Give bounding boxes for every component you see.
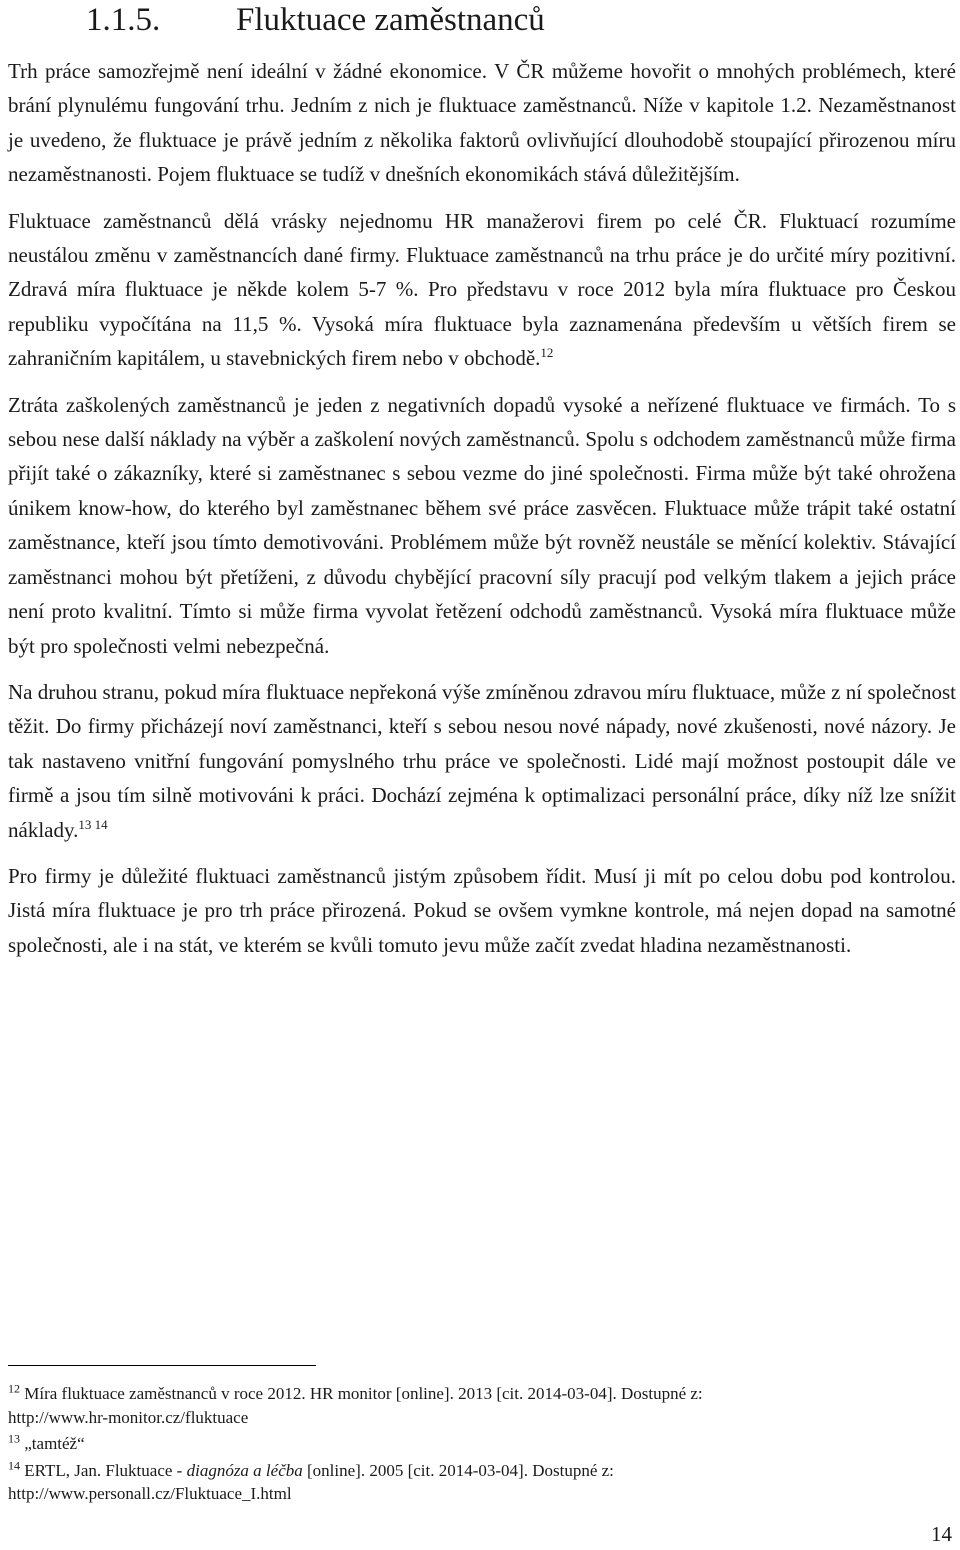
paragraph-text: Na druhou stranu, pokud míra fluktuace nepřekoná výše zmíněnou zdravou míru fluktuace, může z ní společnost těžit. Do firmy přicházejí noví zaměstnanci, kteří s sebou nesou nové nápady, nové zkušenosti, nové názory. Je tak nastaveno vnitřní fungování pomyslného trhu práce ve společnosti. Lidé mají možnost postoupit dále ve firmě a jsou tím silně motivováni k práci. Dochází zejména k optimalizaci personální práce, díky níž lze snížit náklady. xyxy=(8,679,956,842)
page-number: 14 xyxy=(931,1522,952,1546)
footnote-link[interactable]: http://www.hr-monitor.cz/fluktuace xyxy=(8,1407,249,1427)
paragraph-text: Trh práce samozřejmě není ideální v žádné ekonomice. V ČR můžeme hovořit o mnohých problémech, které brání plynulému fungování trhu. Jedním z nich je fluktuace zaměstnanců. Níže v kapitole 1.2. Nezaměstnanost je uvedeno, že fluktuace je právě jedním z několika faktorů ovlivňující dlouhodobě stoupající přirozenou míru nezaměstnanosti. Pojem fluktuace se tudíž v dnešních ekonomikách stává důležitějším. xyxy=(8,59,956,187)
footnote-ref[interactable]: 13 14 xyxy=(78,816,108,832)
section-heading xyxy=(86,0,545,40)
paragraph xyxy=(8,388,956,663)
footnote-title-italic: diagnóza a léčba xyxy=(186,1460,303,1480)
footnote-number: 13 xyxy=(8,1431,20,1446)
body-text xyxy=(8,54,956,974)
paragraph-text: Fluktuace zaměstnanců dělá vrásky nejednomu HR manažerovi firem po celé ČR. Fluktuací rozumíme neustálou změnu v zaměstnancích dané firmy. Fluktuace zaměstnanců na trhu práce je do určité míry pozitivní. Zdravá míra fluktuace je někde kolem 5-7 %. Pro představu v roce 2012 byla míra fluktuace pro Českou republiku vypočítána na 11,5 %. Vysoká míra fluktuace byla zaznamenána především u větších firem se zahraničním kapitálem, u stavebnických firem nebo v obchodě. xyxy=(8,208,956,371)
paragraph-text: Pro firmy je důležité fluktuaci zaměstnanců jistým způsobem řídit. Musí ji mít po celou dobu pod kontrolou. Jistá míra fluktuace je pro trh práce přirozená. Pokud se ovšem vymkne kontrole, má nejen dopad na samotné společnosti, ale i na stát, ve kterém se kvůli tomuto jevu může začít zvedat hladina nezaměstnanosti. xyxy=(8,863,956,957)
footnote-link[interactable]: http://www.personall.cz/Fluktuace_I.html xyxy=(8,1484,292,1503)
footnote-14 xyxy=(8,1459,956,1506)
section-title: Fluktuace zaměstnanců xyxy=(236,2,545,38)
footnote-text: ERTL, Jan. Fluktuace - xyxy=(24,1460,187,1480)
footnote-number: 12 xyxy=(8,1381,20,1396)
footnote-13 xyxy=(8,1432,956,1456)
paragraph-text: Ztráta zaškolených zaměstnanců je jeden z negativních dopadů vysoké a neřízené fluktuace ve firmách. To s sebou nese další náklady na výběr a zaškolení nových zaměstnanců. Spolu s odchodem zaměstnanců může firma přijít také o zákazníky, které si zaměstnanec s sebou vezme do jiné společnosti. Firma může být také ohrožena únikem know-how, do kterého byl zaměstnanec během své práce zasvěcen. Fluktuace může trápit také ostatní zaměstnance, kteří jsou tímto demotivováni. Problémem může být rovněž neustále se měnící kolektiv. Stávající zaměstnanci mohou být přetíženi, z důvodu chybějící pracovní síly pracují pod velkým tlakem a jejich práce není proto kvalitní. Tímto si může firma vyvolat řetězení odchodů zaměstnanců. Vysoká míra fluktuace může být pro společnosti velmi nebezpečná. xyxy=(8,392,956,658)
footnote-text: [online]. 2005 [cit. 2014-03-04]. Dostupné z: xyxy=(302,1460,614,1480)
paragraph xyxy=(8,859,956,962)
footnote-ref[interactable]: 12 xyxy=(540,345,554,361)
footnote-text: „tamtéž“ xyxy=(24,1434,85,1453)
paragraph xyxy=(8,204,956,376)
paragraph xyxy=(8,675,956,847)
section-number: 1.1.5. xyxy=(86,2,161,38)
paragraph xyxy=(8,54,956,192)
footnote-12 xyxy=(8,1382,956,1429)
footnote-divider xyxy=(8,1365,316,1366)
footnote-text: Míra fluktuace zaměstnanců v roce 2012. HR monitor [online]. 2013 [cit. 2014-03-04]. Dostupné z: xyxy=(24,1384,703,1403)
footnote-number: 14 xyxy=(8,1457,20,1472)
footnotes xyxy=(8,1382,956,1509)
